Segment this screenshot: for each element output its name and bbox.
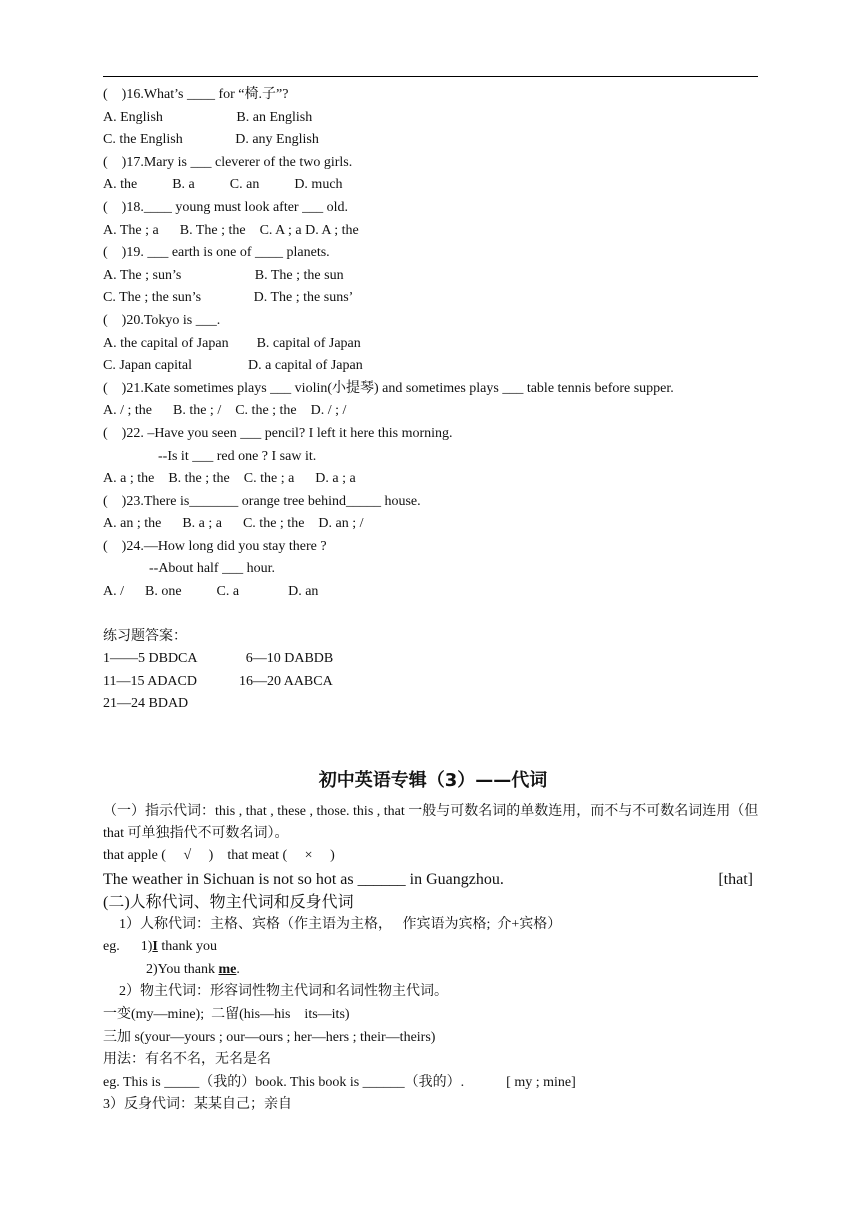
example-prefix: 2)You thank [146,961,219,977]
question-22-reply: --Is it ___ red one ? I saw it. [158,448,317,464]
options-21: A. / ; the B. the ; / C. the ; the D. / ; / [103,403,347,419]
question-23: ( )23.There is_______ orange tree behind_____ house. [103,493,421,509]
options-19-cd: C. The ; the sun’s D. The ; the suns’ [103,290,354,306]
options-18: A. The ; a B. The ; the C. A ; a D. A ; the [103,222,359,238]
personal-pronoun-rule: 1）人称代词：主格、宾格（作主语为主格， 作宾语为宾格; 介+宾格） [119,916,562,932]
possessive-rule-1: 一变(my—mine); 二留(his—his its—its) [103,1007,350,1022]
possessive-rule-2: 三加 s(your—yours ; our—ours ; her—hers ; their—theirs) [103,1029,436,1045]
example-sentence [103,868,763,891]
header-rule [103,76,758,77]
question-17: ( )17.Mary is ___ cleverer of the two girls. [103,154,353,170]
reflexive-pronoun-rule: 3）反身代词：某某自己；亲自 [103,1097,292,1113]
question-24: ( )24.—How long did you stay there ? [103,538,327,554]
question-22: ( )22. –Have you seen ___ pencil? I left it here this morning. [103,425,453,441]
example-sentence-text: The weather in Sichuan is not so hot as ______ in Guangzhou. [103,870,504,888]
options-23: A. an ; the B. a ; a C. the ; the D. an ; / [103,516,364,532]
example-line-1 [103,936,763,959]
highlighted-word: me [218,961,237,977]
highlighted-word: I [152,939,158,955]
question-18: ( )18.____ young must look after ___ old. [103,199,348,215]
question-19: ( )19. ___ earth is one of ____ planets. [103,245,330,261]
example-line-2 [103,959,763,982]
example-rest: thank you [157,939,217,955]
options-19-ab: A. The ; sun’s B. The ; the sun [103,267,344,283]
options-24: A. / B. one C. a D. an [103,584,319,600]
question-20: ( )20.Tokyo is ___. [103,312,221,328]
options-17: A. the B. a C. an D. much [103,177,343,193]
section-title: 初中英语专辑（3）——代词 [318,770,548,792]
answers-heading: 练习题答案： [103,628,187,644]
options-20-ab: A. the capital of Japan B. capital of Japan [103,335,361,351]
options-16-ab: A. English B. an English [103,109,313,125]
demonstrative-example: that apple ( √ ) that meat ( × ) [103,848,335,864]
example-prefix: eg. 1) [103,939,153,955]
possessive-example: eg. This is _____（我的）book. This book is ______（我的）. [ my ; mine] [103,1074,576,1090]
options-16-cd: C. the English D. any English [103,132,319,148]
answers-row: 11—15 ADACD 16—20 AABCA [103,673,333,689]
document-body [103,84,763,1117]
answers-row: 1——5 DBDCA 6—10 DABDB [103,651,334,667]
subsection-title: (二)人称代词、物主代词和反身代词 [103,893,354,911]
example-sentence-answer: [that] [718,870,753,888]
options-22: A. a ; the B. the ; the C. the ; a D. a ; a [103,471,356,487]
usage-note: 用法：有名不名，无名是名 [103,1052,271,1068]
question-16: ( )16.What’s ____ for “椅.子”? [103,87,289,102]
question-24-reply: --About half ___ hour. [149,561,275,577]
example-rest: . [236,961,240,977]
options-20-cd: C. Japan capital D. a capital of Japan [103,358,363,374]
demonstrative-paragraph: （一）指示代词：this , that , these , those. this , that 一般与可数名词的单数连用，而不与不可数名词连用（但 that 可单独指代不可数名词）。 [103,804,759,842]
answers-row: 21—24 BDAD [103,696,189,712]
possessive-pronoun-rule: 2）物主代词：形容词性物主代词和名词性物主代词。 [119,984,448,1000]
question-21: ( )21.Kate sometimes plays ___ violin(小提琴) and sometimes plays ___ table tennis before supper. [103,380,674,396]
